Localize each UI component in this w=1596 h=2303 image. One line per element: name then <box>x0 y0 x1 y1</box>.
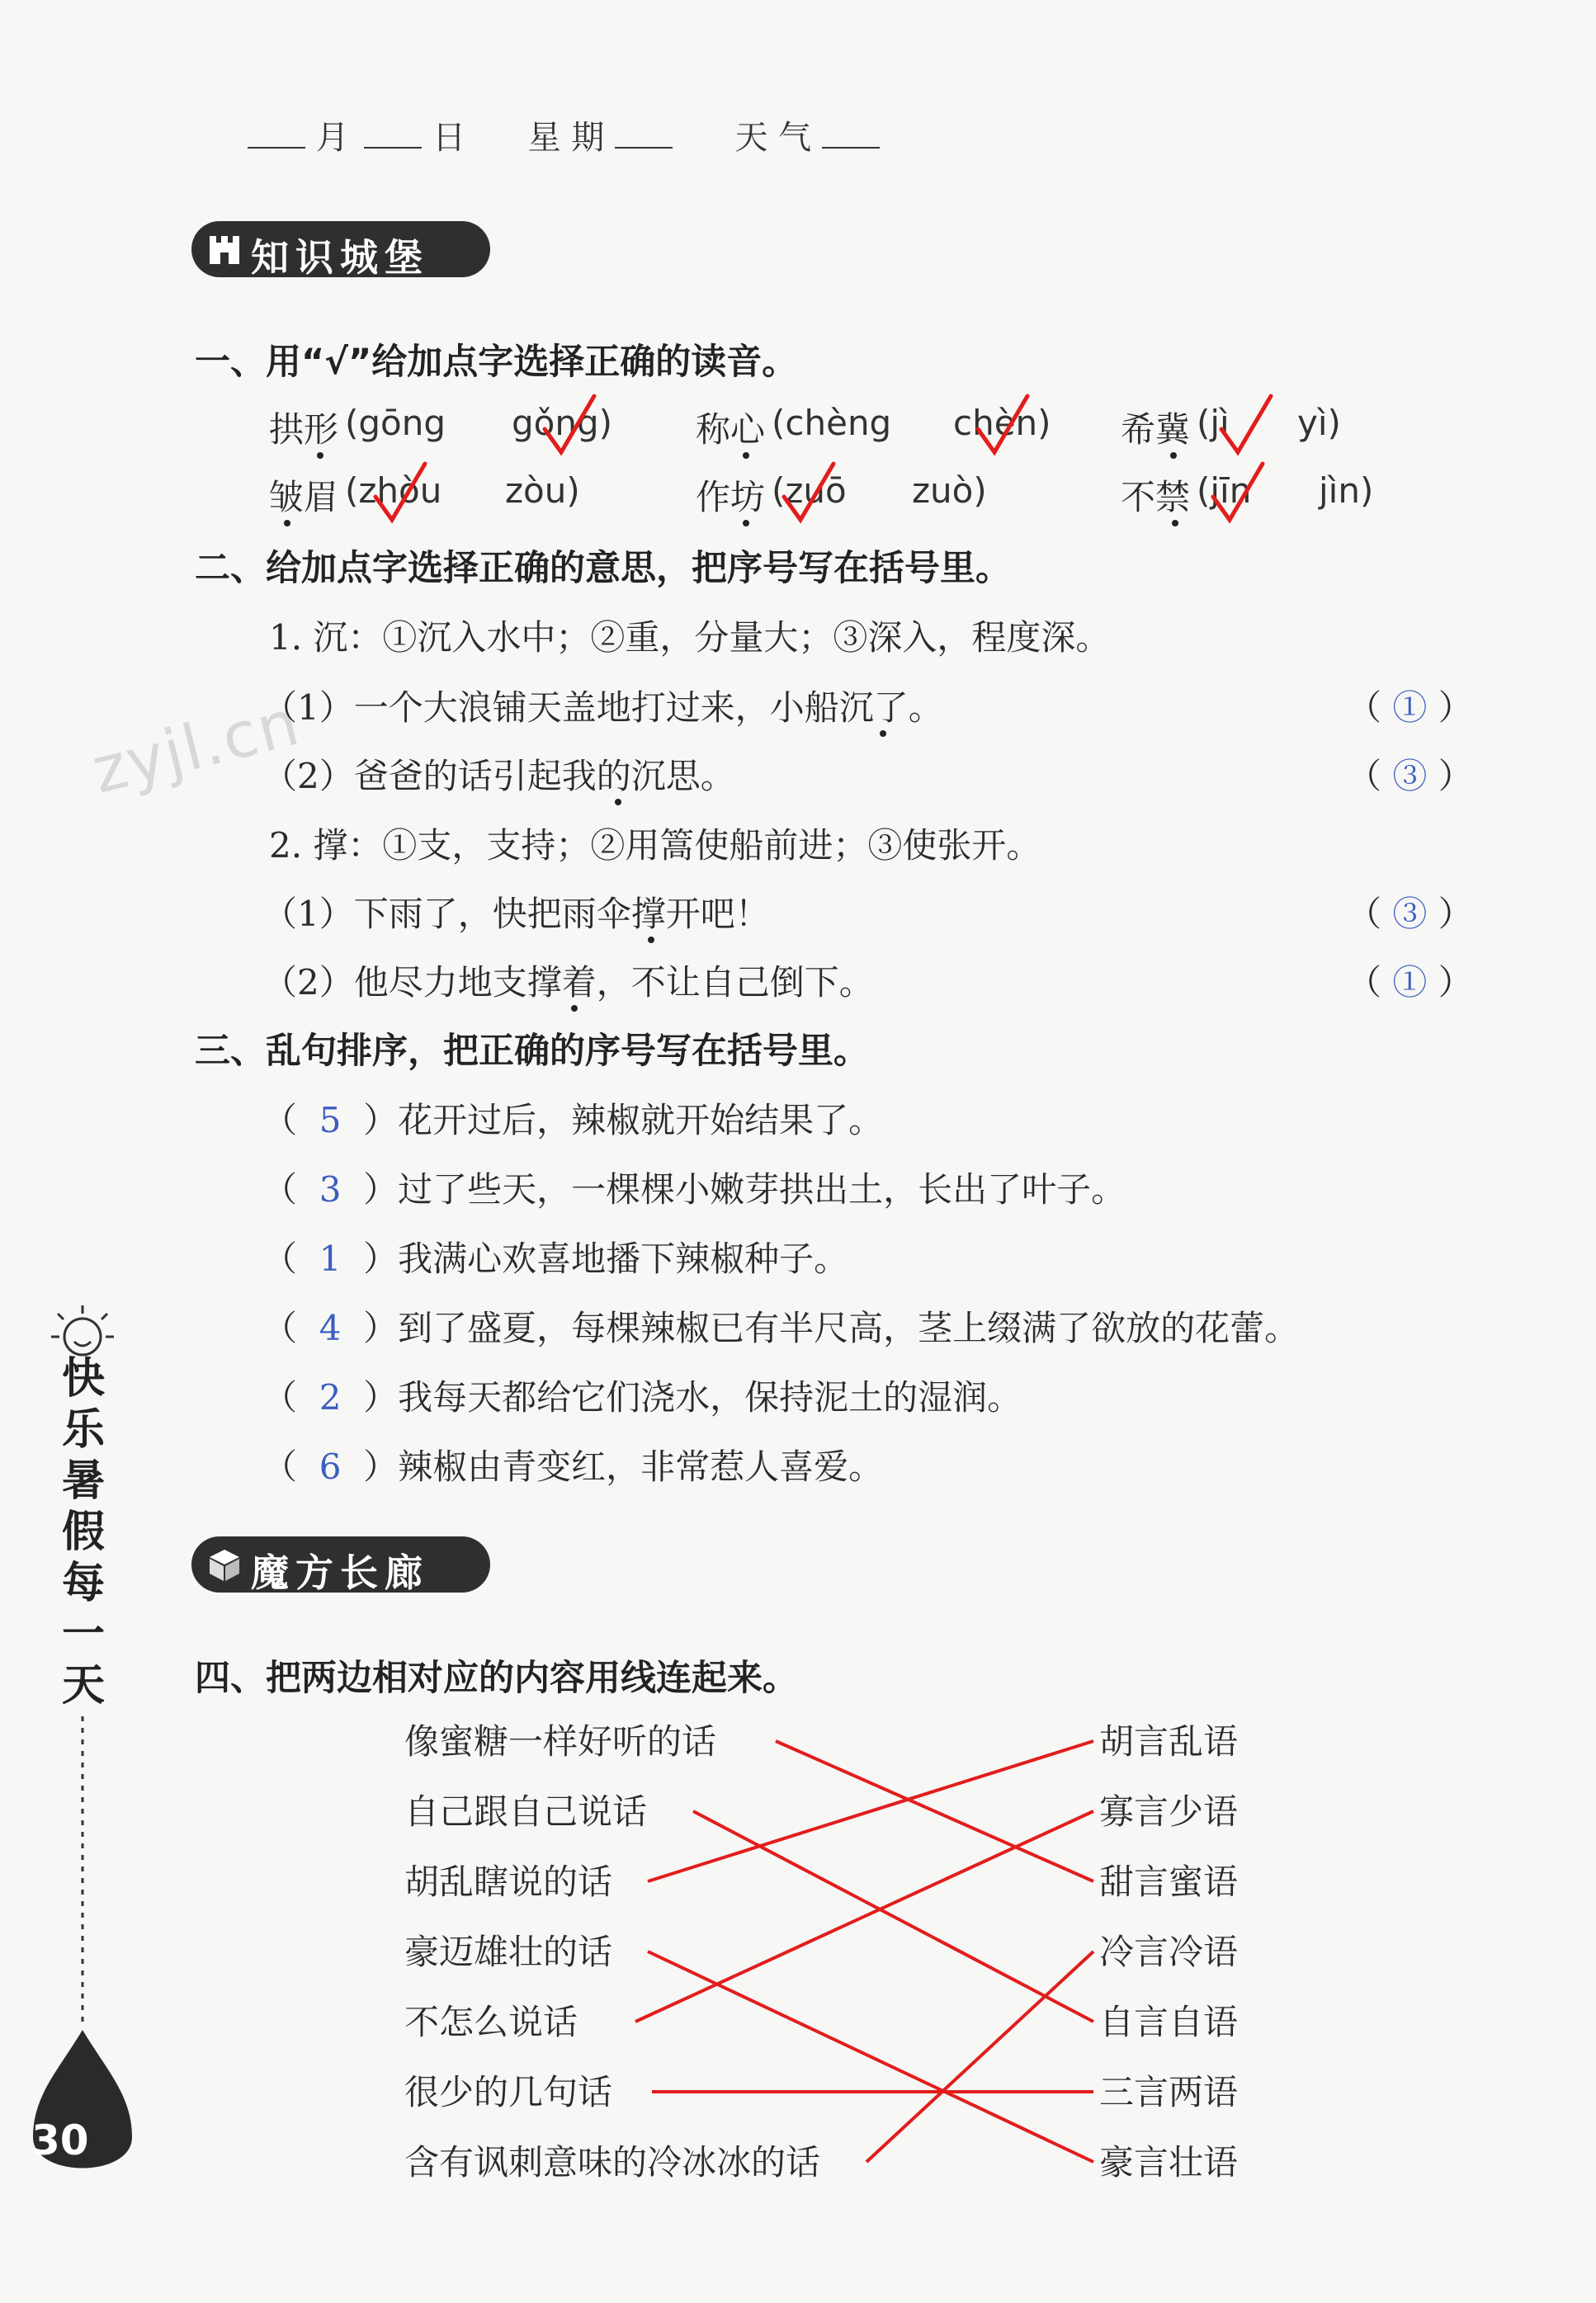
q3-item: （ 2 ）我每天都给它们浇水，保持泥土的湿润。 <box>262 1377 1022 1418</box>
answer-paren: （ ① ） <box>1347 962 1473 1003</box>
q1-opt: gōng <box>358 403 446 443</box>
answer: ① <box>1392 962 1428 1003</box>
watermark: zyjl.cn <box>85 685 308 808</box>
q2-item: （1）一个大浪铺天盖地打过来，小船沉了。 <box>262 687 943 728</box>
checkmark-icon <box>375 464 425 520</box>
q3-item: （ 1 ）我满心欢喜地播下辣椒种子。 <box>262 1239 849 1279</box>
answer: ③ <box>1392 756 1428 796</box>
q2-item: （1）下雨了，快把雨伞撑开吧！ <box>262 894 770 934</box>
sidebar-title: 快乐暑假每一天 <box>61 1354 105 1711</box>
q3-sentence: 过了些天，一棵棵小嫩芽拱出土，长出了叶子。 <box>398 1169 1126 1210</box>
q2-item: （2）他尽力地支撑着，不让自己倒下。 <box>262 962 874 1003</box>
q1-word-6: 不禁 <box>1121 477 1191 517</box>
match-right-item: 甜言蜜语 <box>1099 1862 1239 1902</box>
q3-item: （ 4 ）到了盛夏，每棵辣椒已有半尺高，茎上缀满了欲放的花蕾。 <box>262 1308 1300 1348</box>
q1-word-2: 称心 <box>696 409 766 450</box>
q3-sentence: 我满心欢喜地播下辣椒种子。 <box>398 1239 849 1279</box>
answer: ③ <box>1392 894 1428 934</box>
q1-opt: jìn <box>1319 470 1360 511</box>
match-left-item: 不怎么说话 <box>404 2002 578 2042</box>
match-line <box>776 1741 1093 1881</box>
answer: ① <box>1392 687 1428 728</box>
order-number: 2 <box>319 1377 342 1418</box>
q3-item: （ 5 ）花开过后，辣椒就开始结果了。 <box>262 1100 884 1140</box>
order-number: 1 <box>319 1239 342 1279</box>
q1-title: 一、用“√”给加点字选择正确的读音。 <box>195 342 798 383</box>
month-label: 月 <box>315 119 349 157</box>
q1-opt: gǒng <box>512 403 599 443</box>
match-right-item: 三言两语 <box>1099 2072 1239 2112</box>
checkmark-icon <box>784 464 833 520</box>
order-number: 5 <box>319 1100 342 1140</box>
match-right-item: 自言自语 <box>1099 2002 1239 2042</box>
q1-opt: chèng <box>785 403 892 443</box>
checkmark-icon <box>545 396 594 452</box>
q1-opt: zuō <box>785 470 847 511</box>
match-left-item: 像蜜糖一样好听的话 <box>404 1721 717 1762</box>
match-line <box>635 1811 1093 2022</box>
order-number: 6 <box>319 1446 342 1487</box>
q1-opt: jì <box>1210 403 1230 443</box>
answer-paren: （ ① ） <box>1347 687 1473 728</box>
q1-opt: yì <box>1297 403 1328 443</box>
q1-word-4: 皱眉 <box>269 477 339 517</box>
checkmark-icon <box>1213 464 1263 520</box>
q4-title: 四、把两边相对应的内容用线连起来。 <box>195 1658 798 1699</box>
q1-opt: zòu <box>505 470 567 511</box>
match-right-item: 豪言壮语 <box>1099 2142 1239 2183</box>
checkmark-icon <box>978 396 1027 452</box>
match-line <box>866 1951 1093 2162</box>
match-line <box>693 1811 1093 2022</box>
match-left-item: 很少的几句话 <box>404 2072 613 2112</box>
match-right-item: 胡言乱语 <box>1099 1721 1239 1762</box>
match-right-item: 冷言冷语 <box>1099 1932 1239 1972</box>
section-title: 魔方长廊 <box>251 1550 429 1595</box>
checkmark-icon <box>1221 396 1271 452</box>
day-label: 日 <box>432 119 466 157</box>
q3-item: （ 6 ）辣椒由青变红，非常惹人喜爱。 <box>262 1446 884 1487</box>
section-title: 知识城堡 <box>251 235 429 280</box>
q2-def-2: 2. 撑：①支，支持；②用篙使船前进；③使张开。 <box>269 825 1041 866</box>
match-left-item: 胡乱瞎说的话 <box>404 1862 613 1902</box>
match-left-item: 自己跟自己说话 <box>404 1791 648 1832</box>
q2-item: （2）爸爸的话引起我的沉思。 <box>262 756 735 796</box>
q3-sentence: 到了盛夏，每棵辣椒已有半尺高，茎上缀满了欲放的花蕾。 <box>398 1308 1300 1348</box>
q2-title: 二、给加点字选择正确的意思，把序号写在括号里。 <box>195 548 1011 589</box>
match-left-item: 豪迈雄壮的话 <box>404 1932 613 1972</box>
match-left-item: 含有讽刺意味的冷冰冰的话 <box>404 2142 821 2183</box>
match-right-item: 寡言少语 <box>1099 1791 1239 1832</box>
q3-sentence: 我每天都给它们浇水，保持泥土的湿润。 <box>398 1377 1022 1418</box>
q3-title: 三、乱句排序，把正确的序号写在括号里。 <box>195 1031 869 1072</box>
order-number: 4 <box>319 1308 342 1348</box>
page-number: 30 <box>31 2117 89 2164</box>
q1-word-5: 作坊 <box>696 477 766 517</box>
weekday-label: 星 期 <box>527 119 605 157</box>
q1-word-3: 希冀 <box>1121 409 1191 450</box>
answer-paren: （ ③ ） <box>1347 756 1473 796</box>
match-line <box>648 1741 1093 1881</box>
q3-item: （ 3 ）过了些天，一棵棵小嫩芽拱出土，长出了叶子。 <box>262 1169 1126 1210</box>
answer-paren: （ ③ ） <box>1347 894 1473 934</box>
q1-opt: chèn <box>953 403 1038 443</box>
q1-opt: jīn <box>1210 470 1252 511</box>
order-number: 3 <box>319 1169 342 1210</box>
q2-def-1: 1. 沉：①沉入水中；②重，分量大；③深入，程度深。 <box>269 617 1111 658</box>
match-line <box>648 1951 1093 2162</box>
weather-label: 天 气 <box>734 119 812 157</box>
q3-sentence: 花开过后，辣椒就开始结果了。 <box>398 1100 884 1140</box>
q1-opt: zuò <box>912 470 974 511</box>
q3-sentence: 辣椒由青变红，非常惹人喜爱。 <box>398 1446 884 1487</box>
q1-opt: zhòu <box>358 470 442 511</box>
q1-word-1: 拱形 <box>269 409 339 450</box>
